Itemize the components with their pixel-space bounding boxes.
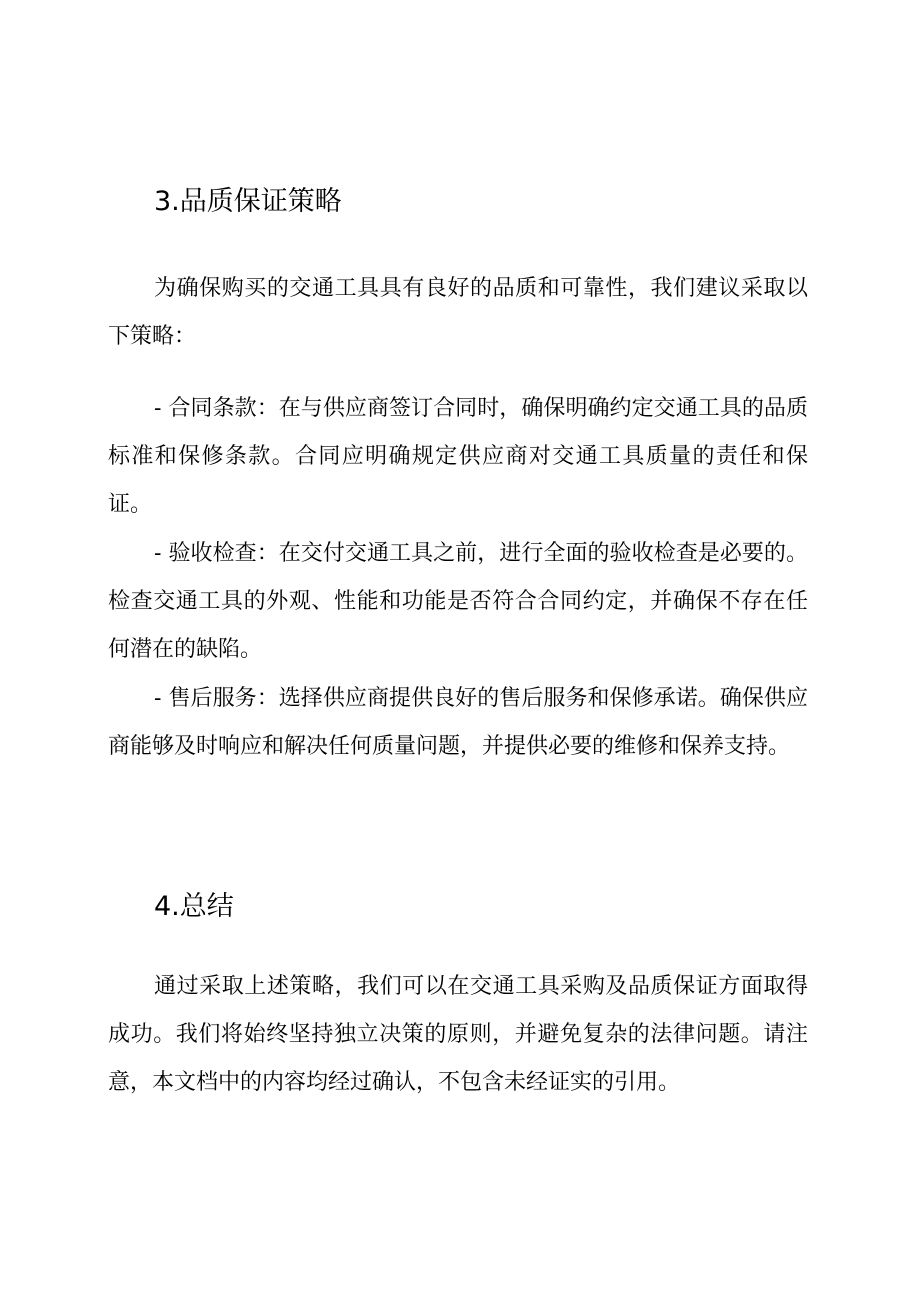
section-4-summary: 通过采取上述策略，我们可以在交通工具采购及品质保证方面取得成功。我们将始终坚持独立决策的原则，并避免复杂的法律问题。请注意，本文档中的内容均经过确认，不包含未经证实的引用。 xyxy=(108,974,808,1095)
strategy-item-after-sales: - 售后服务：选择供应商提供良好的售后服务和保修承诺。确保供应商能够及时响应和解决任何质量问题，并提供必要的维修和保养支持。 xyxy=(108,686,808,759)
section-3-intro: 为确保购买的交通工具具有良好的品质和可靠性，我们建议采取以下策略： xyxy=(108,276,808,349)
strategy-item-contract: - 合同条款：在与供应商签订合同时，确保明确约定交通工具的品质标准和保修条款。合同应明确规定供应商对交通工具质量的责任和保证。 xyxy=(108,396,808,517)
section-3-heading: 3.品质保证策略 xyxy=(154,186,342,217)
strategy-item-inspection: - 验收检查：在交付交通工具之前，进行全面的验收检查是必要的。检查交通工具的外观、性能和功能是否符合合同约定，并确保不存在任何潜在的缺陷。 xyxy=(108,541,808,662)
section-4-heading: 4.总结 xyxy=(154,891,234,922)
